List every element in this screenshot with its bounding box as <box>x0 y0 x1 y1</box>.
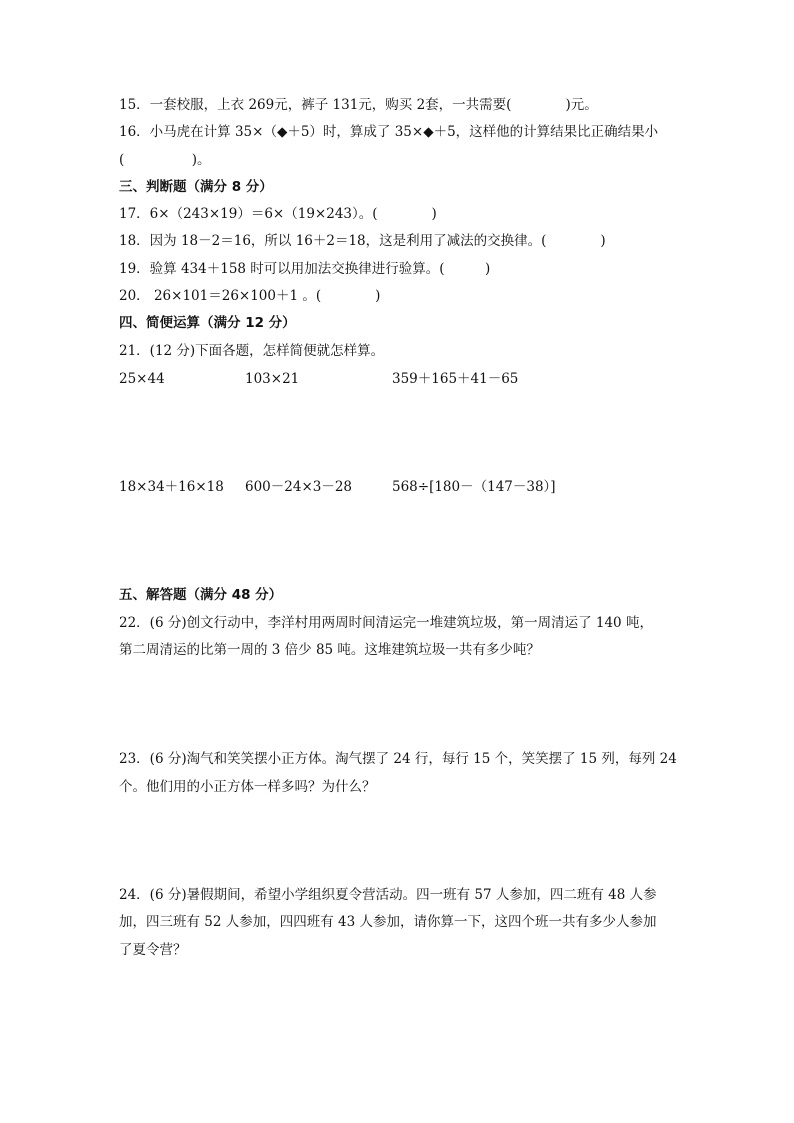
question-19: 19．验算 434＋158 时可以用加法交换律进行验算。( ) <box>119 261 491 277</box>
calc-600-minus: 600－24×3－28 <box>245 479 353 495</box>
section-4-heading: 四、简便运算（满分 12 分） <box>119 315 296 331</box>
question-20: 20． 26×101＝26×100＋1 。( ) <box>119 288 381 304</box>
question-17: 17．6×（243×19）＝6×（19×243）。( ) <box>119 206 437 222</box>
calc-359-sum: 359＋165＋41－65 <box>392 371 519 387</box>
question-22-line1: 22．(6 分)创文行动中，李洋村用两周时间清运完一堆建筑垃圾，第一周清运了 140 吨， <box>119 615 653 631</box>
question-22-line2: 第二周清运的比第一周的 3 倍少 85 吨。这堆建筑垃圾一共有多少吨？ <box>119 642 540 658</box>
question-18: 18．因为 18－2＝16，所以 16＋2＝18，这是利用了减法的交换律。( ) <box>119 233 606 249</box>
question-24-line3: 了夏令营？ <box>119 942 187 958</box>
question-23-line1: 23．(6 分)淘气和笑笑摆小正方体。淘气摆了 24 行，每行 15 个，笑笑摆了 15 列，每列 24 <box>119 751 677 767</box>
calc-25x44: 25×44 <box>119 371 165 387</box>
calc-18x34: 18×34＋16×18 <box>119 479 224 495</box>
section-3-heading: 三、判断题（满分 8 分） <box>119 179 273 195</box>
question-23-line2: 个。他们用的小正方体一样多吗？为什么？ <box>119 779 376 795</box>
section-5-heading: 五、解答题（满分 48 分） <box>119 587 283 603</box>
question-15: 15．一套校服，上衣 269元，裤子 131元，购买 2套，一共需要( )元。 <box>119 97 598 113</box>
question-21: 21．(12 分)下面各题，怎样简便就怎样算。 <box>119 343 385 359</box>
calc-568-div: 568÷[180－（147－38）] <box>392 479 556 495</box>
question-16-line1: 16．小马虎在计算 35×（◆＋5）时，算成了 35×◆＋5，这样他的计算结果比正确结果小 <box>119 124 659 140</box>
question-24-line2: 加，四三班有 52 人参加，四四班有 43 人参加，请你算一下，这四个班一共有多少人参加 <box>119 914 657 930</box>
calc-103x21: 103×21 <box>245 371 300 387</box>
question-24-line1: 24．(6 分)暑假期间，希望小学组织夏令营活动。四一班有 57 人参加，四二班有 48 人参 <box>119 887 657 903</box>
question-16-line2: ( )。 <box>119 152 211 168</box>
